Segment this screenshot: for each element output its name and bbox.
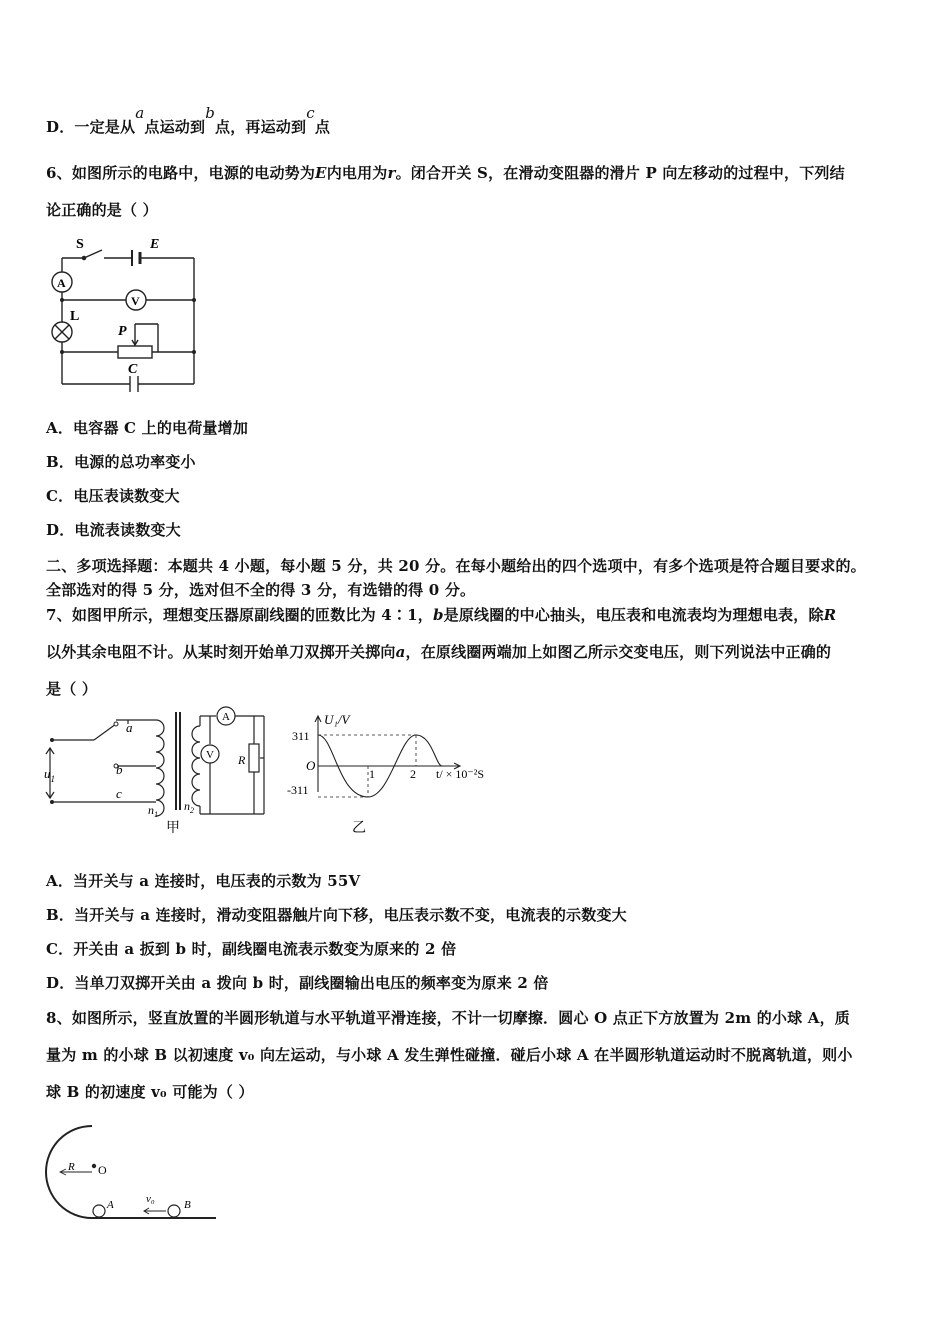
graph-tick-1: 1 xyxy=(369,767,375,781)
q6-stem-line1: 6、如图所示的电路中，电源的电动势为E内电用为r。闭合开关 S，在滑动变阻器的滑片 P 向左移动的过程中，下列结 xyxy=(46,164,845,182)
q7-option-d: D．当单刀双掷开关由 a 拨向 b 时，副线圈输出电压的频率变为原来 2 倍 xyxy=(46,974,549,992)
q6-stem-line2: 论正确的是（ ） xyxy=(46,201,158,219)
graph-origin: O xyxy=(306,758,316,773)
fig6-label-l: L xyxy=(70,309,80,324)
fig7-voltmeter-icon: V xyxy=(206,749,214,761)
q7-stem-line2: 以外其余电阻不计。从某时刻开始单刀双掷开关掷向a，在原线圈两端加上如图乙所示交变电压，则下列说法中正确的 xyxy=(46,643,832,661)
q5-option-d: D．一定是从a点运动到b点，再运动到c点 xyxy=(46,104,331,136)
fig6-label-p: P xyxy=(118,324,127,339)
fig7-label-n1: $n_1$ xyxy=(148,803,158,819)
ammeter-icon: A xyxy=(57,276,66,290)
graph-tick-2: 2 xyxy=(410,767,416,781)
fig7-label-n2: $n_2$ xyxy=(184,799,194,815)
q5-point-c: c xyxy=(306,104,315,122)
q7-stem-line3: 是（ ） xyxy=(46,680,98,698)
graph-xlabel: t/ × 10⁻²S xyxy=(436,767,485,781)
fig6-label-s: S xyxy=(76,237,84,252)
q7-option-b: B．当开关与 a 连接时，滑动变阻器触片向下移，电压表示数不变，电流表的示数变大 xyxy=(46,906,627,924)
q8-stem-line3: 球 B 的初速度 v₀ 可能为（ ） xyxy=(46,1083,254,1101)
fig8-label-b: B xyxy=(184,1199,191,1211)
q5-point-b: b xyxy=(205,104,215,122)
fig6-label-e: E xyxy=(150,237,160,252)
fig7-label-b: b xyxy=(116,762,123,777)
graph-ymax: 311 xyxy=(292,729,310,743)
q6-option-a: A．电容器 C 上的电荷量增加 xyxy=(46,419,249,437)
q5-point-a: a xyxy=(135,104,145,122)
fig8-label-a: A xyxy=(107,1199,114,1211)
voltmeter-icon: V xyxy=(131,294,140,308)
fig8-label-v0: v₀ xyxy=(146,1193,155,1205)
section2-line2: 全部选对的得 5 分，选对但不全的得 3 分，有选错的得 0 分。 xyxy=(46,581,476,599)
fig7-caption-jia: 甲 xyxy=(166,821,180,836)
fig7-label-a: a xyxy=(126,720,133,735)
q7-voltage-graph xyxy=(284,706,499,836)
fig7-ammeter-icon: A xyxy=(222,711,230,723)
q7-option-c: C．开关由 a 扳到 b 时，副线圈电流表示数变为原来的 2 倍 xyxy=(46,940,457,958)
q7-option-a: A．当开关与 a 连接时，电压表的示数为 55V xyxy=(46,872,361,890)
graph-ymin: -311 xyxy=(287,783,309,797)
q7-stem-line1: 7、如图甲所示，理想变压器原副线圈的匝数比为 4∶1，b是原线圈的中心抽头，电压表和电流表均为理想电表，除R xyxy=(46,606,837,624)
fig8-label-o: O xyxy=(98,1163,107,1177)
q7-transformer-diagram xyxy=(44,706,274,836)
q8-stem-line1: 8、如图所示，竖直放置的半圆形轨道与水平轨道平滑连接，不计一切摩擦．圆心 O 点正下方放置为 2m 的小球 A，质 xyxy=(46,1009,850,1027)
fig7-label-r: R xyxy=(238,753,246,767)
fig6-label-c: C xyxy=(128,362,138,377)
fig7-label-c: c xyxy=(116,786,122,801)
fig8-label-r: R xyxy=(68,1161,75,1173)
q6-option-b: B．电源的总功率变小 xyxy=(46,453,196,471)
q8-stem-line2: 量为 m 的小球 B 以初速度 v₀ 向左运动，与小球 A 发生弹性碰撞．碰后小球 A 在半圆形轨道运动时不脱离轨道，则小 xyxy=(46,1046,853,1064)
fig7-caption-yi: 乙 xyxy=(352,821,366,836)
section2-line1: 二、多项选择题：本题共 4 小题，每小题 5 分，共 20 分。在每小题给出的四个选项中，有多个选项是符合题目要求的。 xyxy=(46,557,866,575)
fig7-label-u1: $u_1$ xyxy=(44,766,55,784)
graph-ylabel: U₁/V xyxy=(324,712,350,727)
q8-track-diagram xyxy=(44,1122,224,1222)
q6-option-c: C．电压表读数变大 xyxy=(46,487,180,505)
q6-circuit-diagram xyxy=(46,232,206,392)
q6-option-d: D．电流表读数变大 xyxy=(46,521,181,539)
